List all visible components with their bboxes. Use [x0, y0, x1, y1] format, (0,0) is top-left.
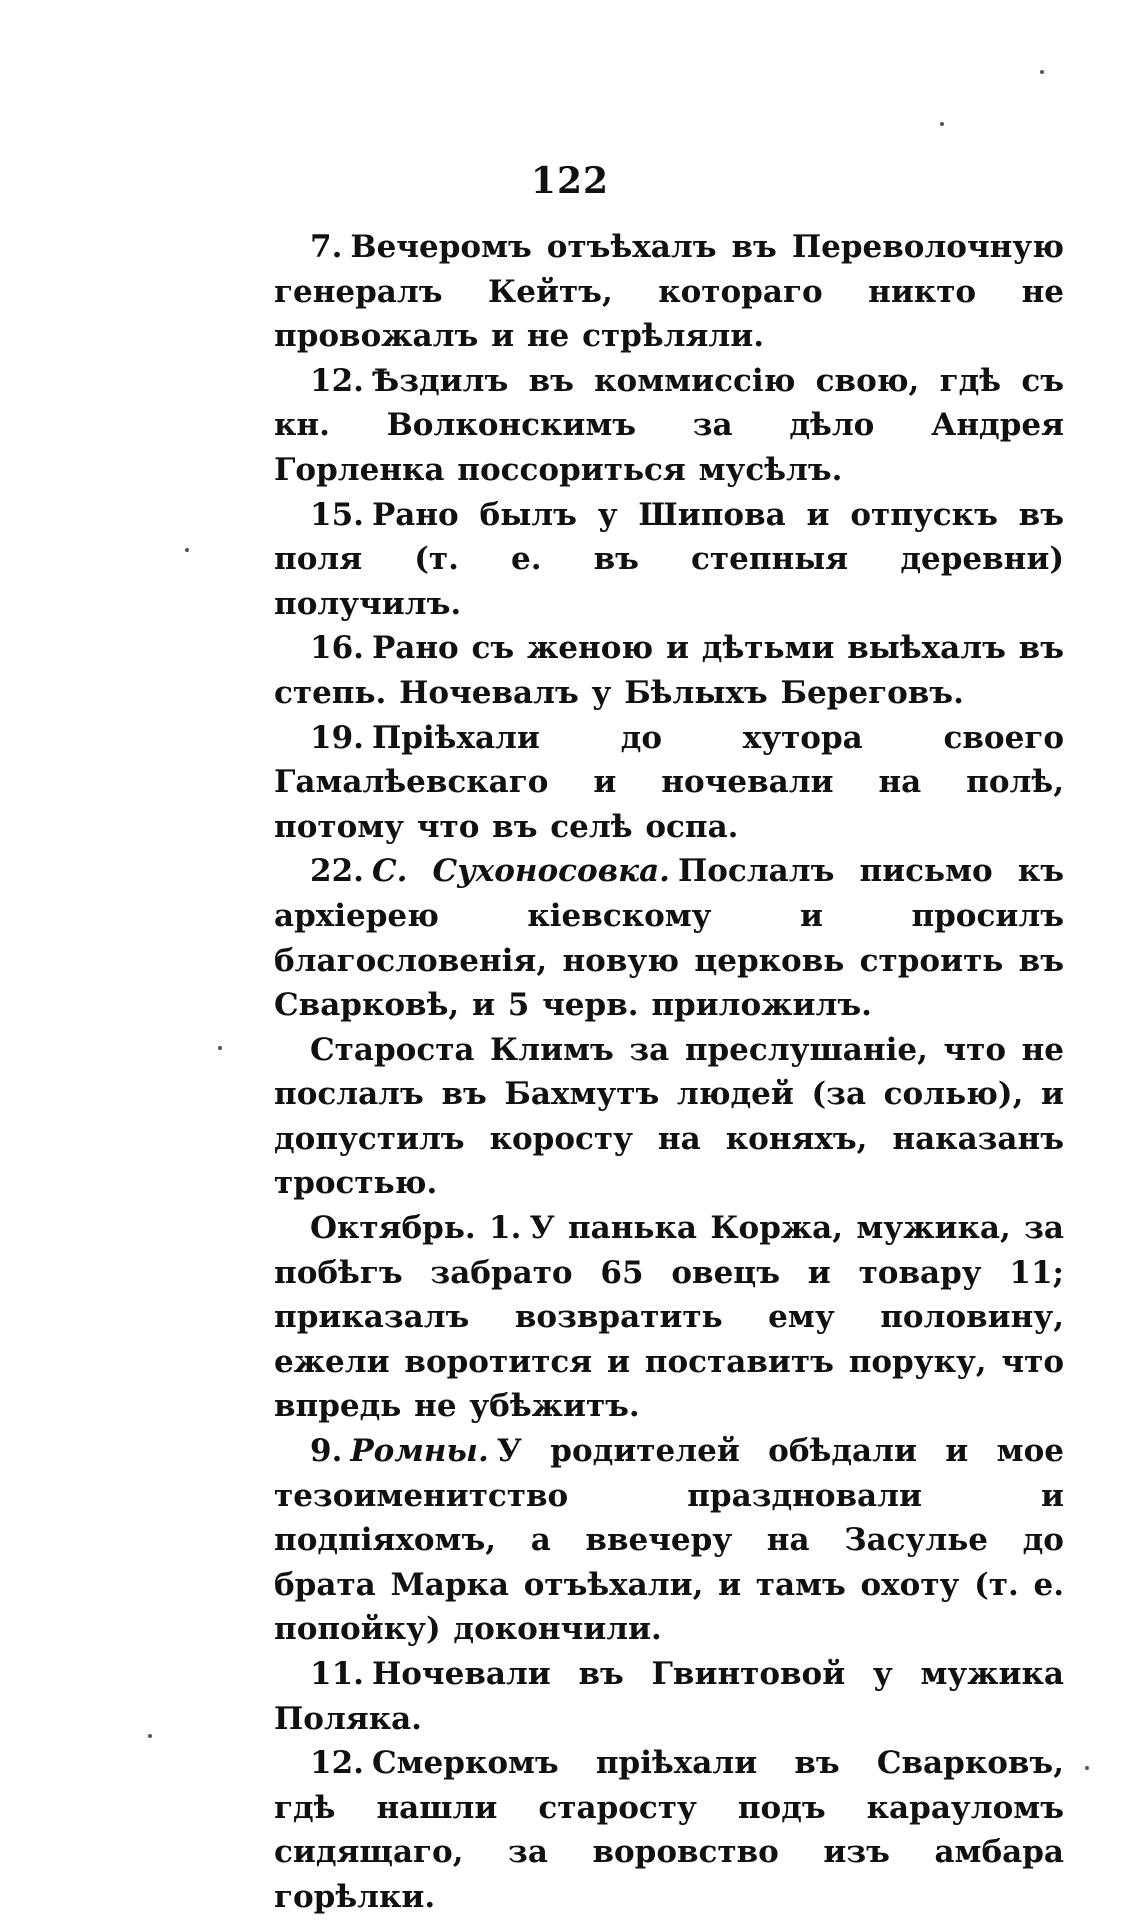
entry-text: Вечеромъ отъѣхалъ въ Переволочную генералъ Кейтъ, котораго никто не провожалъ и не стрѣляли.	[274, 229, 1064, 355]
entry-date: 16.	[310, 630, 364, 667]
diary-entry	[274, 1206, 1064, 1429]
scan-speck	[940, 122, 944, 126]
diary-entry	[274, 1741, 1064, 1919]
entry-text: У панька Коржа, мужика, за побѣгъ забрато 65 овецъ и товару 11; приказалъ возвратить ему половину, ежели воротится и поставитъ поруку, что впредь не убѣжитъ.	[274, 1210, 1065, 1425]
entry-date: 9.	[310, 1433, 343, 1470]
entry-place: С. Сухоносовка.	[371, 853, 670, 890]
entry-text: Рано былъ у Шипова и отпускъ въ поля (т. е. въ степныя деревни) получилъ.	[274, 496, 1064, 622]
entry-date: 19.	[310, 719, 364, 756]
diary-entry	[274, 493, 1064, 627]
entry-date: 22.	[310, 853, 364, 890]
entry-date: 12.	[310, 362, 364, 399]
entry-date: Октябрь. 1.	[310, 1210, 522, 1247]
entry-text: Послалъ письмо къ архіерею кіевскому и просилъ благословенія, новую церковь строить въ Сварковѣ, и 5 черв. приложилъ.	[274, 853, 1064, 1024]
entry-text: Староста Климъ за преслушаніе, что не послалъ въ Бахмутъ людей (за солью), и допустилъ коросту на коняхъ, наказанъ тростью.	[274, 1031, 1064, 1202]
scan-speck	[218, 1046, 222, 1050]
diary-text	[274, 225, 1064, 1920]
entry-date: 7.	[310, 229, 343, 265]
diary-entry	[274, 1652, 1064, 1741]
diary-entry	[274, 1429, 1064, 1652]
entry-date: 11.	[310, 1656, 364, 1692]
page-number: 122	[530, 160, 610, 202]
entry-text: Ночевали въ Гвинтовой у мужика Поляка.	[274, 1656, 1064, 1737]
entry-text: У родителей обѣдали и мое тезоименитство праздновали и подпіяхомъ, а ввечеру на Засулье до брата Марка отъѣхали, и тамъ охоту (т. е. попойку) докончили.	[274, 1433, 1064, 1648]
entry-text: Смеркомъ пріѣхали въ Сварковъ, гдѣ нашли старосту подъ карауломъ сидящаго, за воровство изъ амбара горѣлки.	[274, 1745, 1064, 1915]
entry-date: 15.	[310, 496, 364, 533]
diary-entry	[274, 849, 1064, 1027]
entry-text: Рано съ женою и дѣтьми выѣхалъ въ степь. Ночевалъ у Бѣлыхъ Береговъ.	[274, 630, 1064, 711]
scan-speck	[1085, 1766, 1089, 1770]
entry-text: Ѣздилъ въ коммиссію свою, гдѣ съ кн. Волконскимъ за дѣло Андрея Горленка поссориться мусѣлъ.	[274, 362, 1064, 488]
entry-date: 12.	[310, 1745, 364, 1782]
diary-entry	[274, 716, 1064, 850]
scan-speck	[185, 548, 189, 552]
entry-place: Ромны.	[350, 1433, 489, 1470]
scan-speck	[148, 1734, 152, 1738]
diary-entry	[274, 225, 1064, 359]
diary-entry	[274, 359, 1064, 493]
diary-entry	[274, 626, 1064, 715]
scan-speck	[1040, 70, 1044, 74]
entry-text: Пріѣхали до хутора своего Гамалѣевскаго и ночевали на полѣ, потому что въ селѣ оспа.	[274, 719, 1064, 845]
diary-entry	[274, 1028, 1064, 1206]
